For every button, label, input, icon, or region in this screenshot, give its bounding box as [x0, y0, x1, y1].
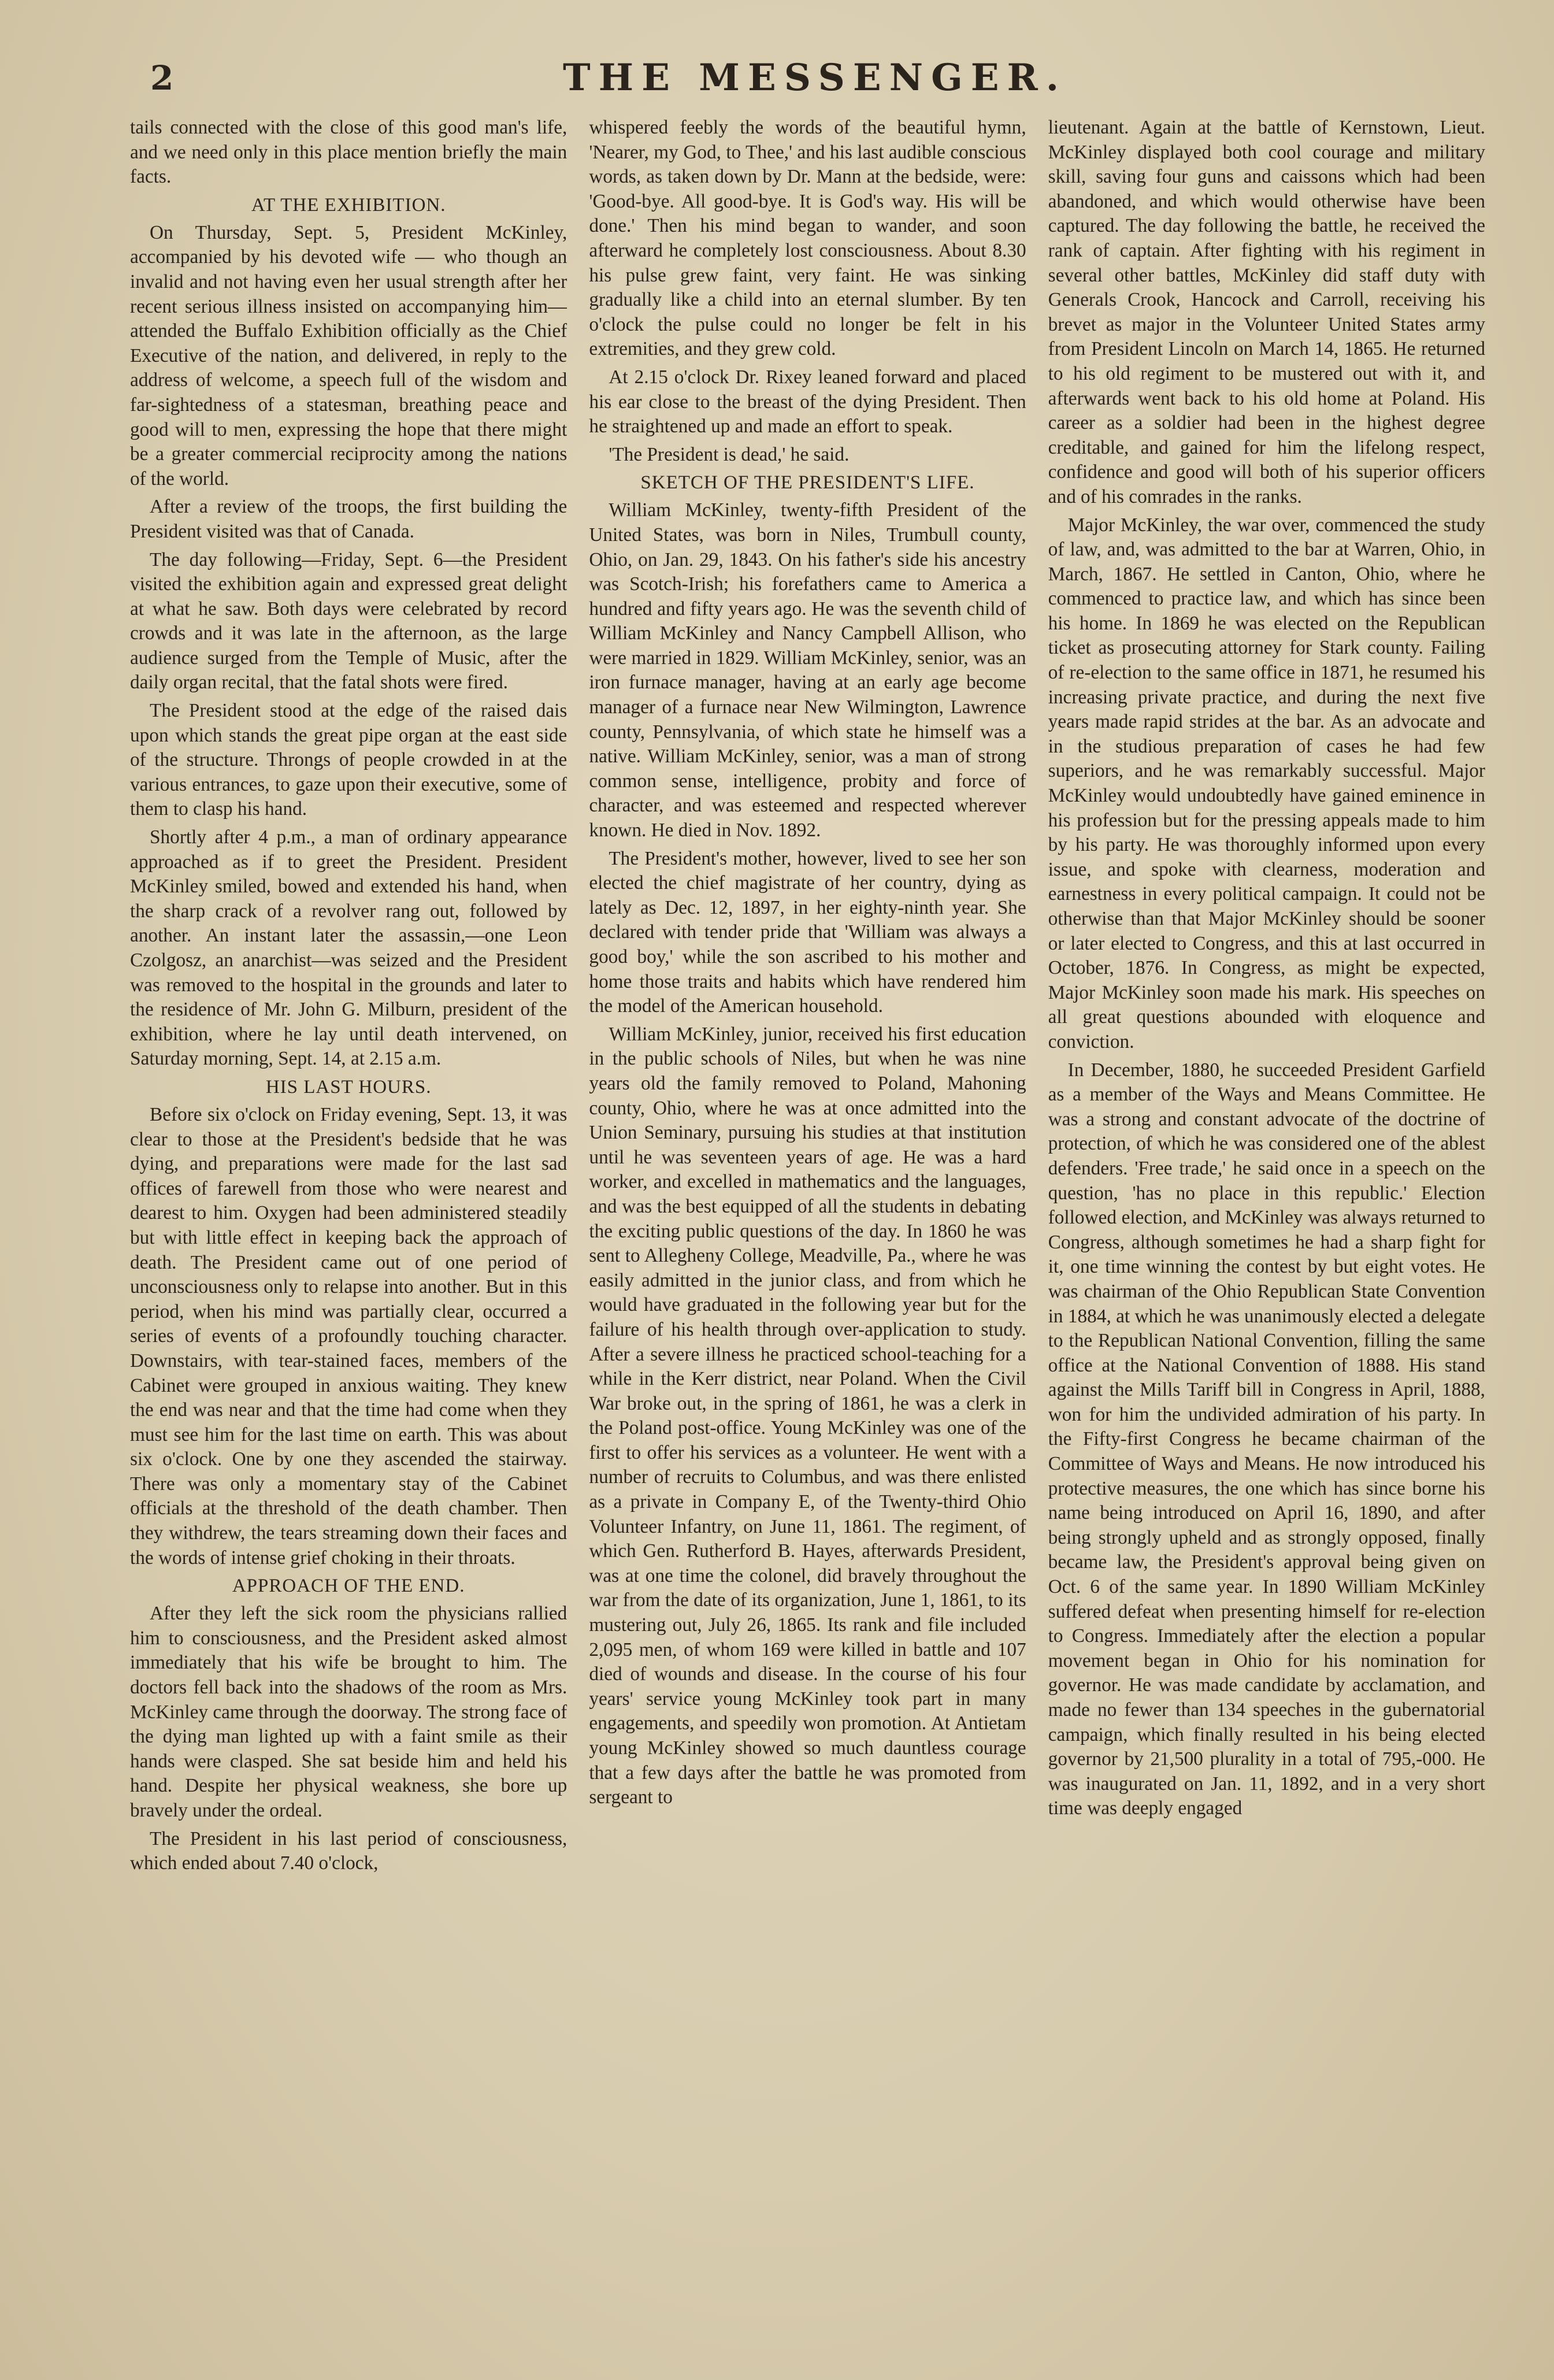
section-heading: SKETCH OF THE PRESIDENT'S LIFE.: [640, 472, 975, 494]
article-paragraph: After a review of the troops, the first building the President visited was that of Canada.: [130, 496, 568, 542]
article-paragraph: On Thursday, Sept. 5, President McKinley, accompanied by his devoted wife — who though an invalid and not having even her usual strength after her recent serious illness insisted on accompanying him—attended the Buffalo Exhibition officially as the Chief Executive of the nation, and delivered, in reply to the address of welcome, a speech full of the wisdom and far-sightedness of a statesman, breathing peace and good will to men, expressing the hope that there might be a greater commercial reciprocity among the nations of the world.: [130, 221, 568, 490]
column-3: [1048, 116, 1485, 2231]
article-paragraph: William McKinley, twenty-fifth President of the United States, was born in Niles, Trumbull county, Ohio, on Jan. 29, 1843. On his father's side his ancestry was Scotch-Irish; his forefathers came to America a hundred and fifty years ago. He was the seventh child of William McKinley and Nancy Campbell Allison, who were married in 1829. William McKinley, senior, was an iron furnace manager, having at an early age become manager of a furnace near New Wilmington, Lawrence county, Pennsylvania, of which state he himself was a native. William McKinley, senior, was a man of strong common sense, intelligence, probity and force of character, and was esteemed and respected wherever known. He died in Nov. 1892.: [589, 499, 1026, 841]
article-paragraph: whispered feebly the words of the beautiful hymn, 'Nearer, my God, to Thee,' and his last audible conscious words, as taken down by Dr. Mann at the bedside, were: 'Good-bye. All good-bye. It is God's way. His will be done.' Then his mind began to wander, and soon afterward he completely lost consciousness. About 8.30 his pulse grew faint, very faint. He was sinking gradually like a child into an eternal slumber. By ten o'clock the pulse could no longer be felt in his extremities, and they grew cold.: [589, 117, 1026, 360]
column-1: [130, 116, 567, 2231]
article-paragraph: tails connected with the close of this good man's life, and we need only in this place mention briefly the main facts.: [130, 117, 568, 188]
article-paragraph: lieutenant. Again at the battle of Kernstown, Lieut. McKinley displayed both cool courage and military skill, saving four guns and caissons which had been abandoned, and which would otherwise have been captured. The day following the battle, he received the rank of captain. After fighting with his regiment in several other battles, McKinley did staff duty with Generals Crook, Hancock and Carroll, receiving his brevet as major in the Volunteer United States army from President Lincoln on March 14, 1865. He returned to his old regiment to be mustered out with it, and afterwards went back to his old home at Poland. His career as a soldier had been in the highest degree creditable, and gained for him the lifelong respect, confidence and good will both of his superior officers and of his comrades in the ranks.: [1048, 117, 1485, 507]
masthead-title: THE MESSENGER.: [563, 56, 1067, 99]
section-heading: APPROACH OF THE END.: [232, 1575, 465, 1597]
article-paragraph: William McKinley, junior, received his first education in the public schools of Niles, but when he was nine years old the family removed to Poland, Mahoning county, Ohio, where he was at once admitted into the Union Seminary, pursuing his studies at that institution until he was seventeen years of age. He was a hard worker, and excelled in mathematics and the languages, and was the best equipped of all the students in debating the exciting public questions of the day. In 1860 he was sent to Allegheny College, Meadville, Pa., where he was easily admitted in the junior class, and from which he would have graduated in the following year but for the failure of his health through over-application to study. After a severe illness he practiced school-teaching for a while in the Kerr district, near Poland. When the Civil War broke out, in the spring of 1861, he was a clerk in the Poland post-office. Young McKinley was one of the first to offer his services as a volunteer. He went with a number of recruits to Columbus, and was there enlisted as a private in Company E, of the Twenty-third Ohio Volunteer Infantry, on June 11, 1861. The regiment, of which Gen. Rutherford B. Hayes, afterwards President, was at one time the colonel, did bravely throughout the war from the date of its organization, June 1, 1861, to its mustering out, July 26, 1865. Its rank and file included 2,095 men, of whom 169 were killed in battle and 107 died of wounds and disease. In the course of his four years' service young McKinley took part in many engagements, and speedily won promotion. At Antietam young McKinley showed so much dauntless courage that a few days after the battle he was promoted from sergeant to: [589, 1023, 1026, 1808]
article-paragraph: The President stood at the edge of the raised dais upon which stands the great pipe organ at the east side of the structure. Throngs of people crowded in at the various entrances, to gaze upon their executive, some of them to clasp his hand.: [130, 700, 568, 820]
page-header: [150, 52, 1479, 104]
article-columns: [130, 116, 1485, 2231]
section-heading: HIS LAST HOURS.: [265, 1076, 432, 1098]
article-paragraph: Major McKinley, the war over, commenced the study of law, and, was admitted to the bar at Warren, Ohio, in March, 1867. He settled in Canton, Ohio, where he commenced to practice law, and which has since been his home. In 1869 he was elected on the Republican ticket as prosecuting attorney for Stark county. Failing of re-election to the same office in 1871, he resumed his increasing private practice, and during the next five years made rapid strides at the bar. As an advocate and in the studious preparation of cases he had few superiors, and he was remarkably successful. Major McKinley would undoubtedly have gained eminence in his profession but for the pressing appeals made to him by his party. He was thoroughly informed upon every issue, and spoke with clearness, moderation and earnestness in every political campaign. It could not be otherwise than that Major McKinley should be sooner or later elected to Congress, and this at last occurred in October, 1876. In Congress, as might be expected, Major McKinley soon made his mark. His speeches on all great questions abounded with eloquence and conviction.: [1048, 514, 1485, 1052]
article-paragraph: Before six o'clock on Friday evening, Sept. 13, it was clear to those at the President's bedside that he was dying, and preparations were made for the last sad offices of farewell from those who were nearest and dearest to him. Oxygen had been administered steadily but with little effect in keeping back the approach of death. The President came out of one period of unconsciousness only to relapse into another. But in this period, when his mind was partially clear, occurred a series of events of a profoundly touching character. Downstairs, with tear-stained faces, members of the Cabinet were grouped in anxious waiting. They knew the end was near and that the time had come when they must see him for the last time on earth. This was about six o'clock. One by one they ascended the stairway. There was only a momentary stay of the Cabinet officials at the threshold of the death chamber. Then they withdrew, the tears streaming down their faces and the words of intense grief choking in their throats.: [130, 1103, 568, 1569]
column-2: [589, 116, 1026, 2231]
article-paragraph: Shortly after 4 p.m., a man of ordinary appearance approached as if to greet the President. President McKinley smiled, bowed and extended his hand, when the sharp crack of a revolver rang out, followed by another. An instant later the assassin,—one Leon Czolgosz, an anarchist—was seized and the President was removed to the hospital in the grounds and later to the residence of Mr. John G. Milburn, president of the exhibition, where he lay until death intervened, on Saturday morning, Sept. 14, at 2.15 a.m.: [130, 826, 568, 1070]
article-paragraph: The President's mother, however, lived to see her son elected the chief magistrate of her country, dying as lately as Dec. 12, 1897, in her eighty-ninth year. She declared with tender pride that 'William was always a good boy,' while the son ascribed to his mother and home those traits and habits which have rendered him the model of the American household.: [589, 847, 1026, 1017]
section-heading: AT THE EXHIBITION.: [251, 194, 446, 216]
article-paragraph: After they left the sick room the physicians rallied him to consciousness, and the President asked almost immediately that his wife be brought to him. The doctors fell back into the shadows of the room as Mrs. McKinley came through the doorway. The strong face of the dying man lighted up with a faint smile as their hands were clasped. She sat beside him and held his hand. Despite her physical weakness, she bore up bravely under the ordeal.: [130, 1603, 568, 1821]
page-number: 2: [150, 58, 174, 98]
article-paragraph: The President in his last period of consciousness, which ended about 7.40 o'clock,: [130, 1827, 568, 1874]
article-paragraph: 'The President is dead,' he said.: [609, 443, 850, 465]
article-paragraph: In December, 1880, he succeeded President Garfield as a member of the Ways and Means Committee. He was a strong and constant advocate of the doctrine of protection, of which he was considered one of the ablest defenders. 'Free trade,' he said once in a speech on the question, 'has no place in this republic.' Election followed election, and McKinley was always returned to Congress, although sometimes he had a sharp fight for it, one time winning the contest by but eight votes. He was chairman of the Ohio Republican State Convention in 1884, at which he was unanimously elected a delegate to the Republican National Convention, filling the same office at the National Convention of 1888. His stand against the Mills Tariff bill in Congress in April, 1888, won for him the undivided admiration of his party. In the Fifty-first Congress he became chairman of the Committee of Ways and Means. He now introduced his protective measures, the one which has since borne his name being introduced on April 16, 1890, and after being strongly upheld and as strongly opposed, finally became law, the President's approval being given on Oct. 6 of the same year. In 1890 William McKinley suffered defeat when presenting himself for re-election to Congress. Immediately after the election a popular movement began in Ohio for his nomination for governor. He was made candidate by acclamation, and made no fewer than 134 speeches in the gubernatorial campaign, which finally resulted in his being elected governor by 21,500 plurality in a total of 795,-000. He was inaugurated on Jan. 11, 1892, and in a very short time was deeply engaged: [1048, 1059, 1485, 1819]
article-paragraph: The day following—Friday, Sept. 6—the President visited the exhibition again and expressed great delight at what he saw. Both days were celebrated by record crowds and it was late in the afternoon, as the large audience surged from the Temple of Music, after the daily organ recital, that the fatal shots were fired.: [130, 548, 568, 694]
article-paragraph: At 2.15 o'clock Dr. Rixey leaned forward and placed his ear close to the breast of the dying President. Then he straightened up and made an effort to speak.: [589, 366, 1026, 438]
